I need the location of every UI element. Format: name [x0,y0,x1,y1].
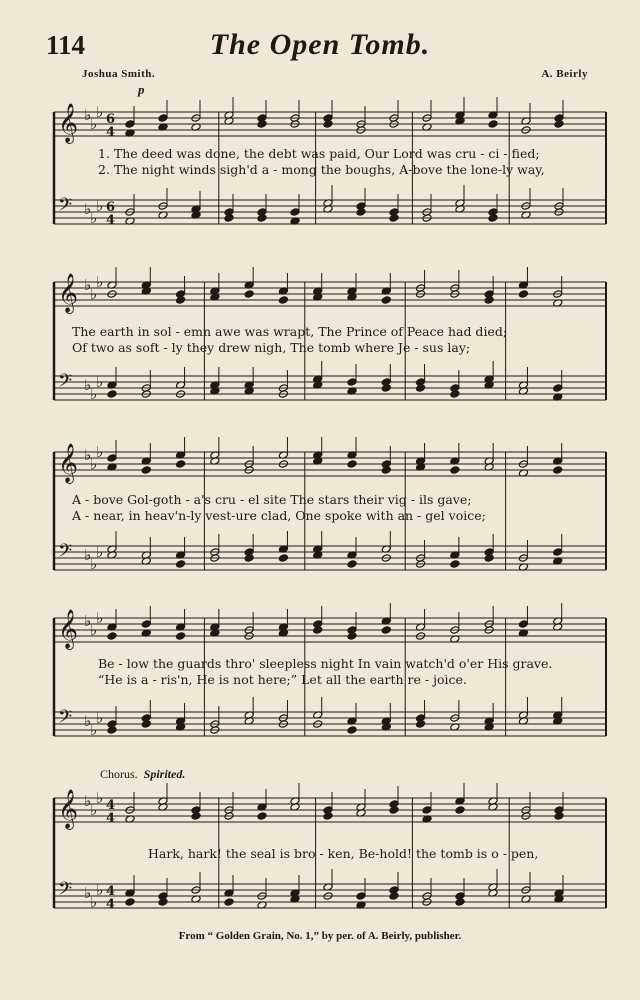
flat-icon: ♭ [96,373,104,391]
bass-clef-icon: 𝄢 [58,541,73,566]
verse-line-1: 1. The deed was done, the debt was paid, Our Lord was cru - ci - fied; [98,146,540,161]
verse-line-1: Be - low the guards thro' sleepless night In vain watch'd o'er His grave. [98,656,553,671]
flat-icon: ♭ [84,792,92,810]
bass-staff [54,371,606,403]
flat-icon: ♭ [84,712,92,730]
flat-icon: ♭ [84,884,92,902]
note-group [107,437,563,477]
note-head [244,290,254,298]
note-group [107,531,563,571]
bass-staff [54,541,606,573]
note-head [125,898,135,906]
time-signature-top: 4 [106,798,116,813]
note-head [488,120,498,128]
note-group [125,97,564,137]
flat-icon: ♭ [90,209,98,227]
flat-icon: ♭ [96,543,104,561]
note-head [176,460,186,468]
note-head [553,466,563,474]
time-signature-top: 6 [106,112,116,127]
flat-icon: ♭ [84,446,92,464]
treble-clef-icon: 𝄞 [58,789,79,829]
flat-icon: ♭ [84,376,92,394]
note-head [278,554,288,562]
note-head [455,806,465,814]
note-group [107,603,563,643]
note-head [347,726,357,734]
flat-icon: ♭ [96,273,104,291]
flat-icon: ♭ [96,443,104,461]
flat-icon: ♭ [96,789,104,807]
music-system-2 [52,262,608,412]
note-head [450,560,460,568]
treble-clef-icon: 𝄞 [58,273,79,313]
treble-clef-icon: 𝄞 [58,609,79,649]
note-head [450,466,460,474]
note-head [257,812,267,820]
flat-icon: ♭ [96,709,104,727]
note-group [125,185,564,225]
note-head [347,560,357,568]
time-signature-bottom: 4 [106,811,116,826]
verse-line-2: A - near, in heav'n-ly vest-ure clad, One spoke with an - gel voice; [72,508,486,523]
flat-icon: ♭ [90,455,98,473]
note-head [107,632,117,640]
flat-icon: ♭ [96,197,104,215]
flat-icon: ♭ [90,721,98,739]
footer-credit: From “ Golden Grain, No. 1,” by per. of A. Beirly, publisher. [178,930,462,942]
flat-icon: ♭ [90,285,98,303]
note-head [107,390,117,398]
chorus-tempo: Spirited. [143,767,186,781]
music-system-3 [52,432,608,582]
note-group [107,361,563,401]
chorus-word: Chorus. [100,767,138,781]
page-number: 114 [46,30,86,60]
flat-icon: ♭ [90,115,98,133]
note-head [176,560,186,568]
note-head [381,296,391,304]
time-signature-bottom: 4 [106,125,116,140]
note-group [125,869,564,909]
bass-clef-icon: 𝄢 [58,707,73,732]
verse-line-1: Hark, hark! the seal is bro - ken, Be-hold! the tomb is o - pen, [148,846,539,861]
note-head [224,898,234,906]
treble-clef-icon: 𝄞 [58,103,79,143]
flat-icon: ♭ [90,555,98,573]
note-head [347,460,357,468]
time-signature-bottom: 4 [106,897,116,912]
note-group [125,783,564,823]
flat-icon: ♭ [84,546,92,564]
flat-icon: ♭ [90,801,98,819]
music-system-4 [52,598,608,748]
dynamic-mark: p [138,82,145,97]
lyricist-credit: Joshua Smith. [82,68,156,80]
flat-icon: ♭ [84,276,92,294]
note-head [518,290,528,298]
note-group [107,267,563,307]
flat-icon: ♭ [84,612,92,630]
music-staves-3 [52,432,608,582]
note-head [381,626,391,634]
treble-staff [54,443,606,484]
flat-icon: ♭ [96,881,104,899]
flat-icon: ♭ [84,106,92,124]
verse-line-2: “He is a - ris'n, He is not here;” Let all the earth re - joice. [98,672,467,687]
verse-line-1: A - bove Gol-goth - a's cru - el site The stars their vig - ils gave; [72,492,472,507]
bass-clef-icon: 𝄢 [58,195,73,220]
flat-icon: ♭ [90,385,98,403]
bass-clef-icon: 𝄢 [58,371,73,396]
flat-icon: ♭ [96,103,104,121]
treble-clef-icon: 𝄞 [58,443,79,483]
hymn-title: The Open Tomb. [209,28,431,61]
music-system-1 [52,96,608,236]
flat-icon: ♭ [84,200,92,218]
flat-icon: ♭ [90,621,98,639]
note-group [107,697,563,734]
music-system-5 [52,778,608,918]
time-signature-bottom: 4 [106,213,116,228]
time-signature-top: 4 [106,884,116,899]
verse-line-2: 2. The night winds sigh'd a - mong the boughs, A-bove the lone-ly way, [98,162,545,177]
flat-icon: ♭ [96,609,104,627]
flat-icon: ♭ [90,893,98,911]
note-head [141,466,151,474]
verse-line-1: The earth in sol - emn awe was wrapt, The Prince of Peace had died; [72,324,508,339]
time-signature-top: 6 [106,200,116,215]
verse-line-2: Of two as soft - ly they drew nigh, The tomb where Je - sus lay; [72,340,471,355]
bass-clef-icon: 𝄢 [58,879,73,904]
note-head [278,296,288,304]
composer-credit: A. Beirly [541,68,588,80]
note-head [176,632,186,640]
